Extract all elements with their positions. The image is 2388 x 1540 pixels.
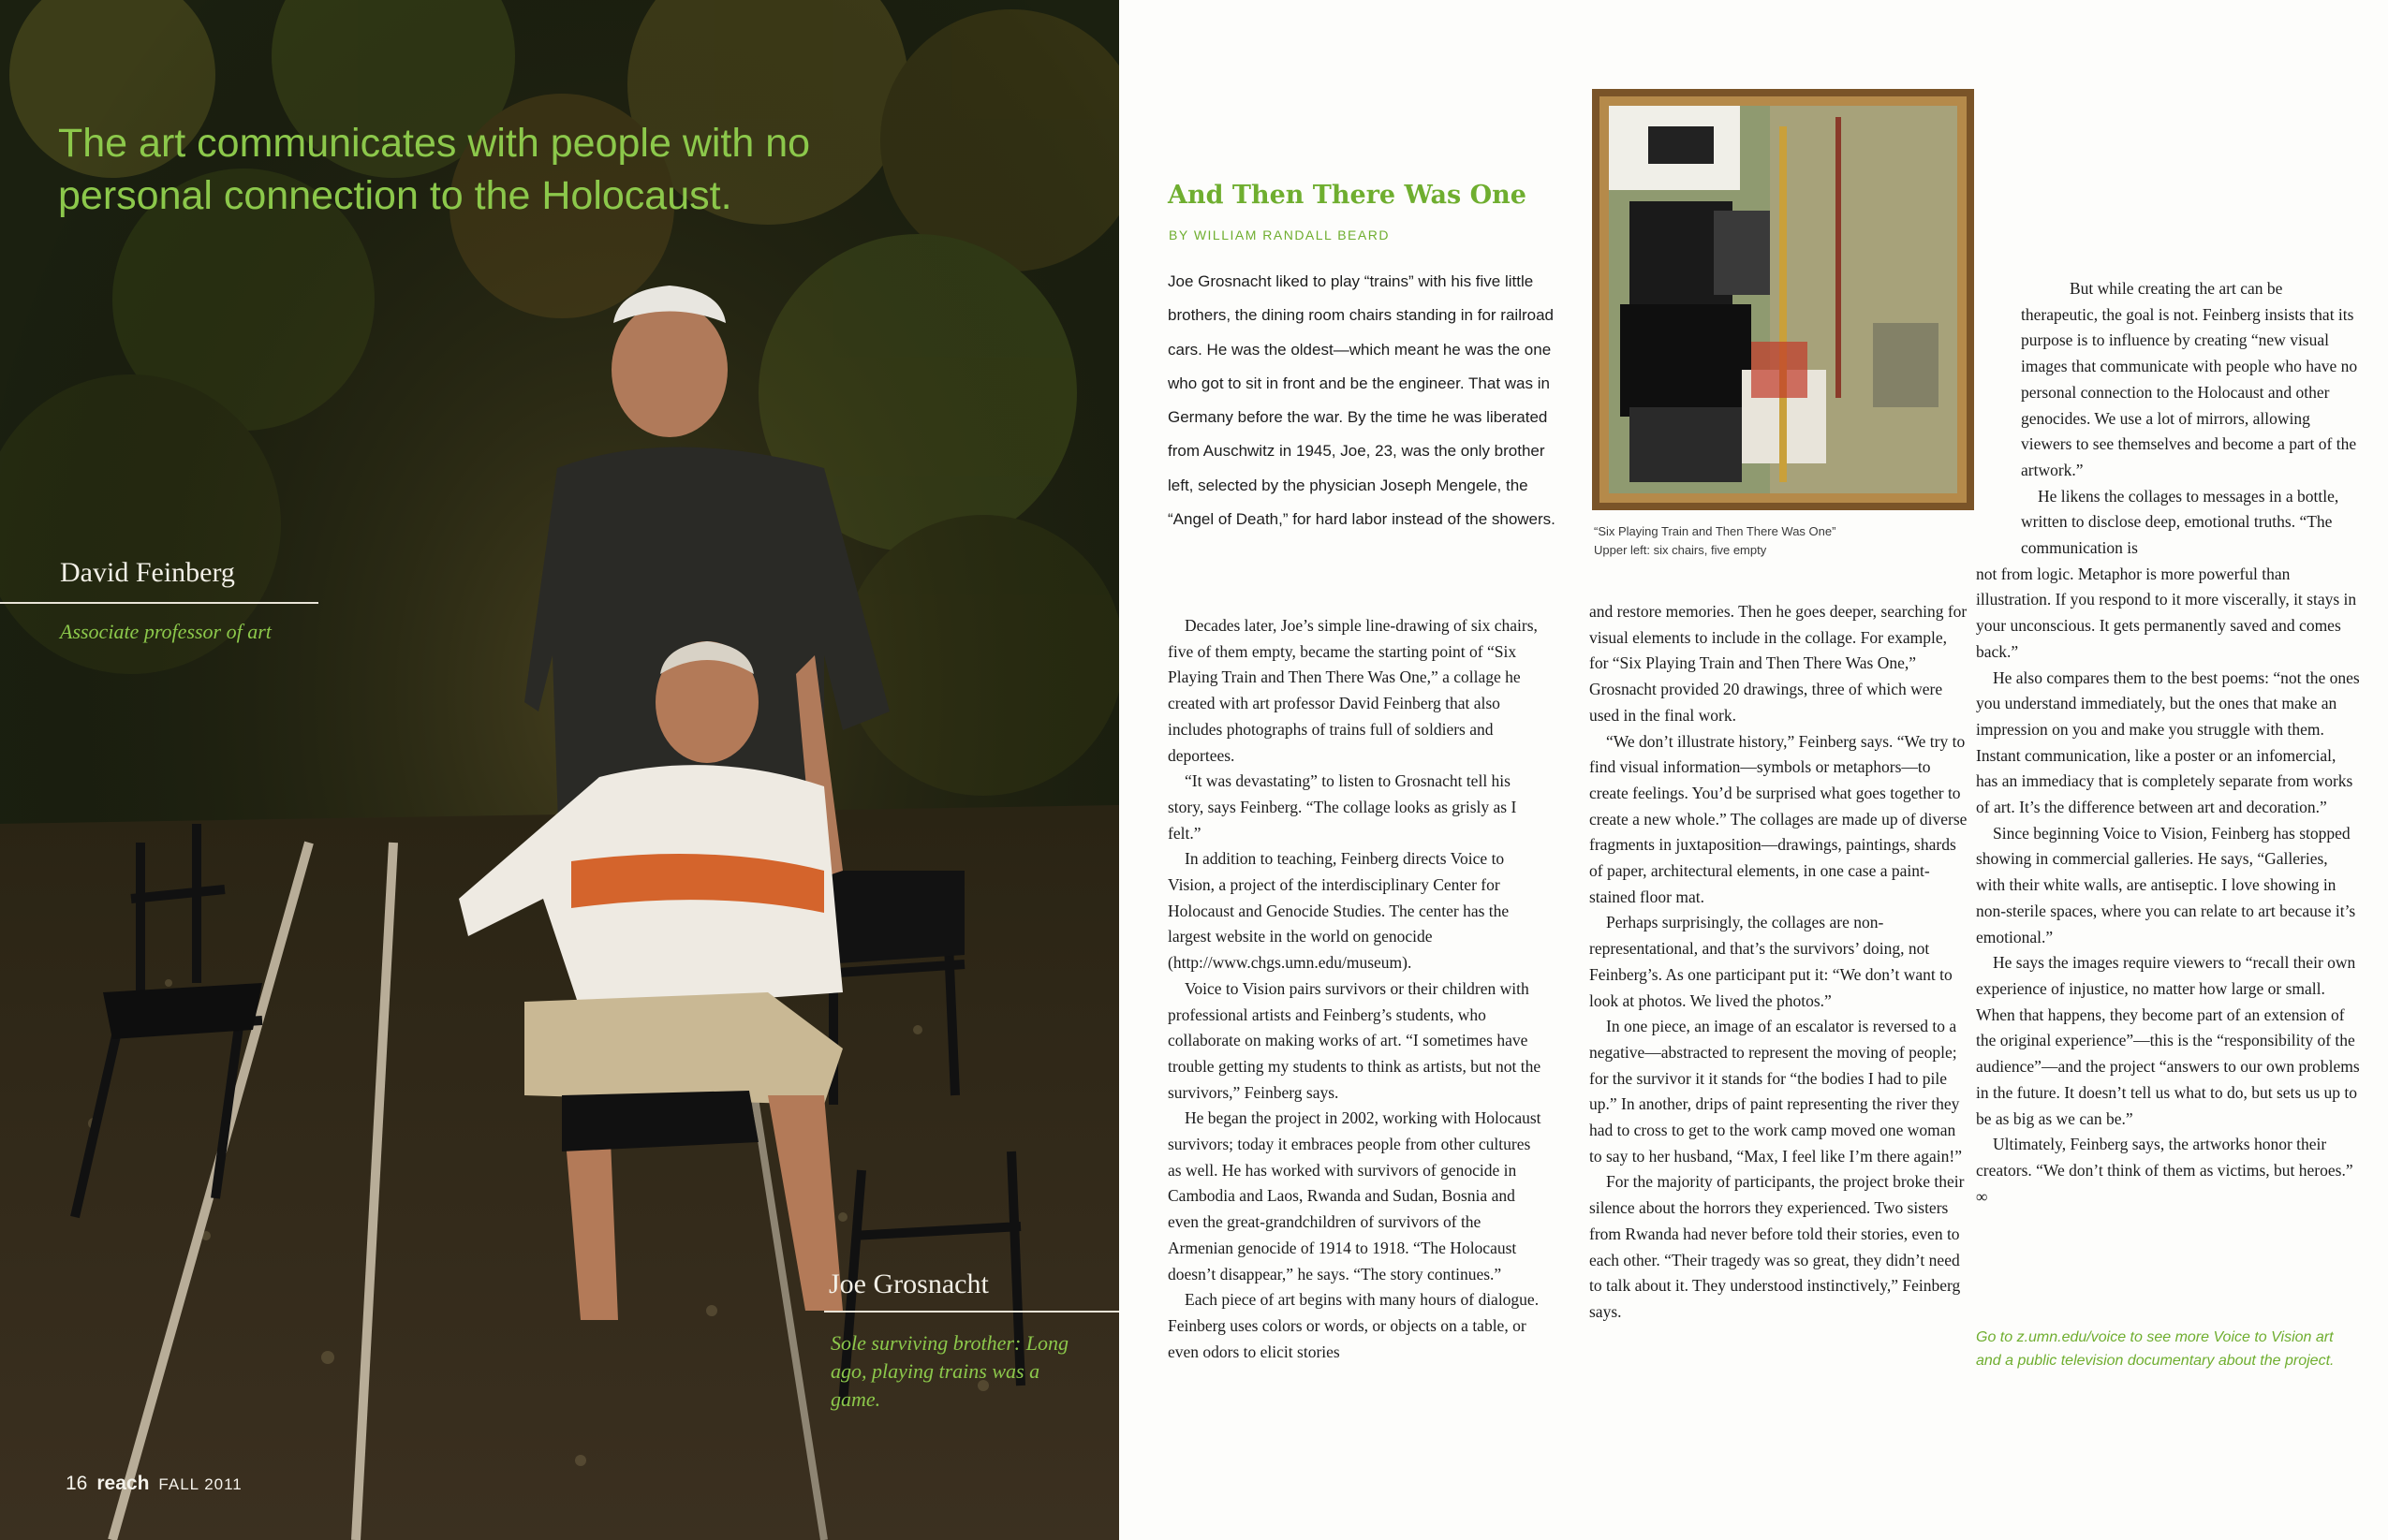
magazine-name: reach: [96, 1473, 150, 1494]
caption-desc-grosnacht: Sole surviving brother: Long ago, playing trains was a game.: [831, 1331, 1069, 1411]
paragraph: Each piece of art begins with many hours of dialogue. Feinberg uses colors or words, or objects on a table, or even odors to elicit stories: [1168, 1290, 1540, 1361]
paragraph: He began the project in 2002, working with Holocaust survivors; today it embraces people from other cultures as well. He has worked with survivors of genocide in Cambodia and Laos, Rwanda and Sudan, Bosnia and even the great-grandchildren of survivors of the Armenian genocide of 1914 to 1918. “The Holocaust doesn’t disappear,” he says. “The story continues.”: [1168, 1108, 1541, 1283]
collage-artwork: [1592, 89, 1974, 510]
paragraph: “It was devastating” to listen to Grosnacht tell his story, says Feinberg. “The collage looks as grisly as I felt.”: [1168, 771, 1517, 843]
article-byline: BY WILLIAM RANDALL BEARD: [1169, 227, 1390, 242]
paragraph: not from logic. Metaphor is more powerful than illustration. If you respond to it more viscerally, it stays in your unconscious. It gets permanently saved and comes back.”: [1976, 564, 2357, 661]
paragraph: Decades later, Joe’s simple line-drawing of six chairs, five of them empty, became the starting point of “Six Playing Train and Then There Was One,” a collage he created with art professor David Feinberg that also includes photographs of trains full of soldiers and deportees.: [1168, 616, 1538, 765]
paragraph: Perhaps surprisingly, the collages are non-representational, and that’s the survivors’ doing, not Feinberg’s. As one participant put it: “We don’t want to look at photos. We lived the photos.”: [1589, 913, 1953, 1010]
website-link[interactable]: Go to z.umn.edu/voice to see more Voice to Vision art and a public television documentary about the project.: [1976, 1329, 2335, 1369]
paragraph: In one piece, an image of an escalator is reversed to a negative—abstracted to represent the moving of people; for the survivor it it stands for “the bodies I had to pile up.” In another, drips of paint representing the river they had to cross to get to the work camp moved one woman to say to her husband, “Max, I feel like I’m there again!”: [1589, 1017, 1962, 1166]
page-number: 16: [66, 1473, 88, 1494]
article-column-1: [1168, 613, 1542, 1365]
article-column-2: [1589, 599, 1968, 1326]
artwork-image: [1592, 89, 1974, 510]
photo-page: [0, 0, 1119, 1540]
article-lede: Joe Grosnacht liked to play “trains” with his five little brothers, the dining room chairs standing in for railroad cars. He was the oldest—which meant he was the one who got to sit in front and be the engineer. That was in Germany before the war. By the time he was liberated from Auschwitz in 1945, Joe, 23, was the only brother left, selected by the physician Joseph Mengele, the “Angel of Death,” for hard labor instead of the showers.: [1168, 272, 1555, 529]
paragraph: He says the images require viewers to “recall their own experience of injustice, no matter how large or small. When that happens, they become part of an extension of the original experience”—this is the “responsibility of the audience”—and the project “answers to our own problems in the future. It doesn’t tell us what to do, but sets us up to be as big as we can be.”: [1976, 953, 2360, 1128]
artwork-note: Upper left: six chairs, five empty: [1594, 543, 1767, 557]
paragraph: In addition to teaching, Feinberg directs Voice to Vision, a project of the interdisciplinary Center for Holocaust and Genocide Studies. The center has the largest website in the world on genocide (http://www.chgs.umn.edu/museum).: [1168, 849, 1510, 973]
caption-divider: [0, 602, 318, 604]
paragraph: and restore memories. Then he goes deeper, searching for visual elements to include in the collage. For example, for “Six Playing Train and Then There Was One,” Grosnacht provided 20 drawings, three of which were used in the final work.: [1589, 602, 1968, 725]
caption-name-grosnacht: Joe Grosnacht: [829, 1269, 989, 1299]
folio: [66, 1473, 243, 1495]
artwork-title: “Six Playing Train and Then There Was One”: [1594, 524, 1836, 538]
paragraph: Since beginning Voice to Vision, Feinberg has stopped showing in commercial galleries. He says, “Galleries, with their white walls, are antiseptic. I love showing in non-sterile spaces, where you can relate to art because it’s emotional.”: [1976, 823, 2356, 946]
paragraph: He likens the collages to messages in a bottle, written to disclose deep, emotional truths. “The communication is: [2021, 486, 2339, 558]
article-headline: And Then There Was One: [1168, 181, 1526, 210]
issue-label: FALL 2011: [158, 1475, 243, 1493]
article-column-3: [1976, 276, 2360, 1210]
caption-name-feinberg: David Feinberg: [60, 557, 235, 588]
paragraph: For the majority of participants, the project broke their silence about the horrors they experienced. Two sisters from Rwanda had never before told their stories, even to each other. “Their tragedy was so great, they didn’t need to talk about it. They understood instinctively,” Feinberg says.: [1589, 1172, 1965, 1321]
paragraph: “We don’t illustrate history,” Feinberg says. “We try to find visual information—symbols or metaphors—to create feelings. You’d be surprised what goes together to create a new whole.” The collages are made up of diverse fragments in juxtaposition—drawings, paintings, shards of paper, architectural elements, in one case a paint-stained floor mat.: [1589, 731, 1968, 906]
paragraph: Ultimately, Feinberg says, the artworks honor their creators. “We don’t think of them as victims, but heroes.” ∞: [1976, 1135, 2353, 1206]
article-page: [1119, 0, 2388, 1540]
paragraph: Voice to Vision pairs survivors or their children with professional artists and Feinberg’s students, who collaborate on making works of art. “I sometimes have trouble getting my students to think as artists, but not the survivors,” Feinberg says.: [1168, 978, 1541, 1102]
artwork-caption: [1594, 522, 1987, 560]
portrait-photo: [0, 0, 1119, 1540]
paragraph: But while creating the art can be therapeutic, the goal is not. Feinberg insists that its purpose is to influence by creating “new visual images that communicate with people who have no personal connection to the Holocaust and other genocides. We use a lot of mirrors, allowing viewers to see themselves and become a part of the artwork.”: [2021, 279, 2358, 479]
paragraph: He also compares them to the best poems: “not the ones you understand immediately, but the ones that make an impression on you and make you struggle with them. Instant communication, like a poster or an infomercial, has an immediacy that is completely separate from works of art. It’s the difference between art and decoration.”: [1976, 667, 2360, 817]
caption-divider: [824, 1311, 1119, 1313]
pull-quote: The art communicates with people with no personal connection to the Holocaust.: [58, 121, 811, 218]
caption-desc-feinberg: Associate professor of art: [60, 620, 272, 643]
